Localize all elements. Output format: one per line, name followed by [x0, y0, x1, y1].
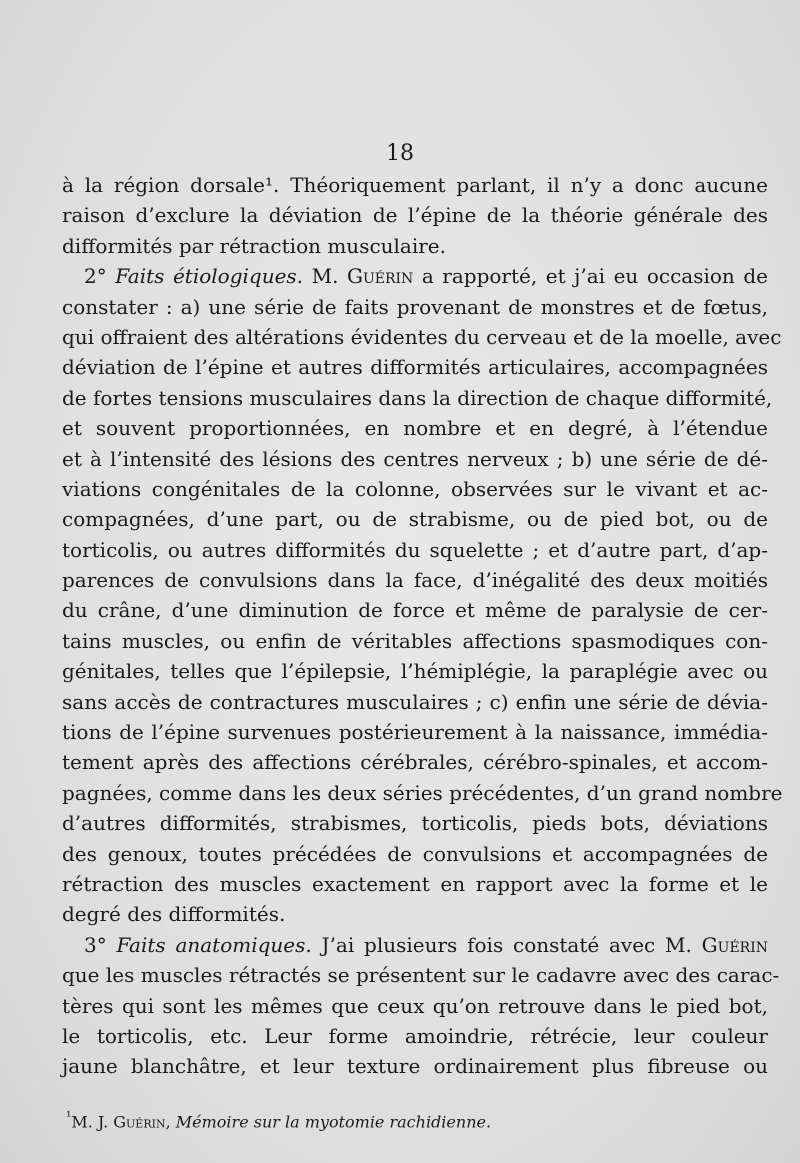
text-line: tères qui sont les mêmes que ceux qu’on retrouve dans le pied bot, [62, 993, 768, 1018]
text-line: jaune blanchâtre, et leur texture ordinairement plus fibreuse ou [62, 1054, 768, 1079]
page-number: 18 [386, 141, 414, 166]
text-line: le torticolis, etc. Leur forme amoindrie, rétrécie, leur couleur [62, 1023, 768, 1048]
footnote-title: Mémoire sur la myotomie rachidienne. [175, 1112, 492, 1132]
text-line: viations congénitales de la colonne, observées sur le vivant et ac- [62, 476, 768, 501]
author-name: Guérin [346, 264, 414, 289]
paragraph-heading-line: 2° Faits étiologiques. M. Guérin a rapporté, et j’ai eu occasion de [84, 264, 768, 289]
text-line: compagnées, d’une part, ou de strabisme, ou de pied bot, ou de [62, 507, 768, 532]
text-line: tions de l’épine survenues postérieurement à la naissance, immédia- [62, 720, 768, 745]
text-line: torticolis, ou autres difformités du squelette ; et d’autre part, d’ap- [62, 537, 768, 562]
text-line: déviation de l’épine et autres difformités articulaires, accompagnées [62, 355, 768, 380]
text-line: parences de convulsions dans la face, d’inégalité des deux moitiés [62, 568, 768, 593]
text-line: à la région dorsale¹. Théoriquement parlant, il n’y a donc aucune [62, 173, 768, 197]
text-line: et à l’intensité des lésions des centres nerveux ; b) une série de dé- [62, 446, 768, 471]
footnote-marker: ¹ [66, 1110, 72, 1125]
text-line: qui offraient des altérations évidentes du cerveau et de la moelle, avec [62, 324, 782, 349]
text-line: de fortes tensions musculaires dans la direction de chaque difformité, [62, 385, 773, 410]
text-line: raison d’exclure la déviation de l’épine de la théorie générale des [62, 203, 768, 228]
text-line: difformités par rétraction musculaire. [62, 233, 447, 258]
text-line: pagnées, comme dans les deux séries précédentes, d’un grand nombre [62, 780, 783, 805]
text-line: et souvent proportionnées, en nombre et en degré, à l’étendue [62, 416, 768, 441]
body-text [62, 170, 783, 1082]
paragraph-heading-line: 3° Faits anatomiques. J’ai plusieurs fois constaté avec M. Guérin [84, 932, 768, 957]
text-line: sans accès de contractures musculaires ; c) enfin une série de dévia- [62, 689, 768, 714]
text-line: degré des difformités. [62, 902, 286, 927]
text-line: constater : a) une série de faits provenant de monstres et de fœtus, [62, 294, 768, 319]
text-line: que les muscles rétractés se présentent sur le cadavre avec des carac- [62, 963, 780, 988]
section-heading: Faits anatomiques. [116, 932, 312, 957]
text-line: génitales, telles que l’épilepsie, l’hémiplégie, la paraplégie avec ou [62, 659, 768, 684]
text-line: tement après des affections cérébrales, cérébro-spinales, et accom- [62, 750, 768, 775]
footnote: $^{^1}$M. J. Guérin, Mémoire sur la myotomie rachidienne. [66, 1110, 492, 1132]
text-line: rétraction des muscles exactement en rapport avec la forme et le [62, 871, 768, 896]
author-name: Guérin [701, 932, 768, 957]
footnote-author: Guérin [113, 1112, 166, 1132]
section-heading: Faits étiologiques. [115, 264, 304, 289]
text-line: des genoux, toutes précédées de convulsions et accompagnées de [62, 841, 768, 866]
text-line: tains muscles, ou enfin de véritables affections spasmodiques con- [62, 628, 768, 653]
text-line: d’autres difformités, strabismes, torticolis, pieds bots, déviations [62, 811, 768, 836]
text-line: du crâne, d’une diminution de force et même de paralysie de cer- [62, 598, 768, 623]
